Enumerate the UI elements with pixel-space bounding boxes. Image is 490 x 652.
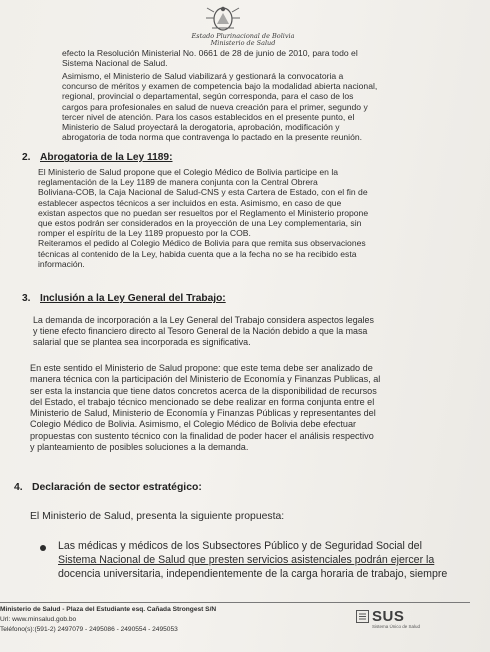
- footer-url: Url: www.minsalud.gob.bo: [0, 616, 77, 623]
- text-line: salarial que se plantea sea incorporada es significativa.: [33, 337, 251, 347]
- section-number: 3.: [22, 293, 31, 304]
- text-line: Asimismo, el Ministerio de Salud viabilizará y gestionará la convocatoria a: [62, 71, 344, 81]
- bolivia-coat-of-arms-seal: [205, 4, 241, 34]
- ministry-name: Ministerio de Salud: [210, 39, 276, 47]
- text-line: establecer aspectos técnicos a ser incluidos en esta. Asimismo, en caso de que: [38, 197, 342, 208]
- bullet-icon: [40, 545, 46, 551]
- text-line: Ministerio de Salud proyectará la derogatoria, aprobación, modificación y: [62, 122, 340, 133]
- asimismo-paragraph: [62, 71, 414, 142]
- section-title: Declaración de sector estratégico:: [32, 482, 202, 493]
- section-3-paragraph-2: [30, 363, 454, 453]
- text-line: reglamentación de la Ley 1189 de manera conjunta con la Central Obrera: [38, 177, 318, 188]
- text-line: concurso de méritos y examen de competencia bajo la modalidad abierta nacional,: [62, 81, 378, 92]
- text-line: regional, provincial o departamental, según corresponda, para el caso de los: [62, 91, 354, 102]
- footer-address: Ministerio de Salud - Plaza del Estudiante esq. Cañada Strongest S/N: [0, 606, 217, 613]
- section-number: 2.: [22, 152, 31, 163]
- text-line: Boliviana-COB, la Caja Nacional de Salud-CNS y esta Cartera de Estado, con el fin de: [38, 187, 368, 198]
- section-2-heading: [22, 152, 173, 163]
- footer-divider: [0, 602, 470, 603]
- text-line: ser esta la instancia que tiene datos concretos acerca de la disponibilidad de recursos: [30, 385, 377, 396]
- text-line: efecto la Resolución Ministerial No. 0661 de 28 de junio de 2010, para todo el: [62, 48, 358, 58]
- text-line: El Ministerio de Salud, presenta la siguiente propuesta:: [30, 511, 285, 522]
- text-line: Sistema Nacional de Salud.: [62, 58, 168, 69]
- intro-paragraph: [62, 48, 414, 68]
- sus-logo-subtext: Sistema Único de Salud: [372, 624, 421, 629]
- section-4-bullet-item: [58, 539, 472, 582]
- text-line: Sistema Nacional de Salud que presten servicios asistenciales podrán ejercer la: [58, 554, 435, 567]
- text-line: y tiene efecto financiero directo al Tesoro General de la Nación debido a que la masa: [33, 326, 368, 336]
- text-line: La demanda de incorporación a la Ley General del Trabajo considera aspectos legales: [33, 315, 374, 325]
- text-line: Ministerio de Salud, Ministerio de Economía y Finanzas Públicas y representantes del: [30, 408, 376, 419]
- text-line: Reiteramos el pedido al Colegio Médico de Bolivia para que remita sus observaciones: [38, 238, 366, 249]
- section-title: Inclusión a la Ley General del Trabajo:: [40, 293, 226, 304]
- footer-phones: Teléfono(s):(591-2) 2497079 - 2495086 - 2490554 - 2495053: [0, 626, 178, 633]
- text-line: Las médicas y médicos de los Subsectores Público y de Seguridad Social del: [58, 540, 422, 552]
- text-line: cargos para profesionales en salud de nueva creación para el primer, segundo y: [62, 101, 368, 112]
- text-line: propuestas con sustento técnico con la finalidad de poder hacer el análisis respectivo: [30, 430, 374, 441]
- text-line: manera técnica con la participación del Ministerio de Economía y Finanzas Publicas, al: [30, 374, 381, 385]
- text-line: y planteamiento de posibles soluciones a la demanda.: [30, 442, 249, 453]
- text-line: tercer nivel de atención. Para los casos establecidos en el presente punto, el: [62, 111, 355, 122]
- sus-logo-text: SUS: [372, 608, 405, 625]
- section-3-heading: [22, 293, 226, 304]
- section-4-heading: [14, 482, 202, 493]
- text-line: En este sentido el Ministerio de Salud propone: que este tema debe ser analizado de: [30, 363, 373, 373]
- text-line: técnicas al contenido de la Ley, habida cuenta que a la fecha no se ha recibido esta: [38, 248, 357, 259]
- text-line: Colegio Médico de Bolivia. Asimismo, el Colegio Médico de Bolivia debe efectuar: [30, 419, 357, 430]
- text-line: información.: [38, 258, 85, 269]
- institution-header: [188, 33, 298, 47]
- section-number: 4.: [14, 482, 23, 493]
- sus-logo-icon: [356, 610, 369, 623]
- section-2-paragraph: [38, 167, 430, 269]
- institution-name: Estado Plurinacional de Bolivia: [191, 32, 295, 40]
- text-line: que estos podrán ser considerados en la proyección de una Ley complementaria, sin: [38, 218, 362, 229]
- text-line: del Estado, el trabajo técnico mencionado se debe realizar en forma conjunta entre el: [30, 396, 375, 407]
- text-line: docencia universitaria, independientemente de la carga horaria de trabajo, siempre: [58, 568, 448, 581]
- text-line: romper el espíritu de la Ley 1189 propuesto por la COB.: [38, 228, 251, 239]
- section-4-intro: [30, 510, 450, 524]
- section-title: Abrogatoria de la Ley 1189:: [40, 152, 173, 163]
- text-line: existan aspectos que no puedan ser resueltos por el Reglamento el Ministerio propone: [38, 207, 369, 218]
- text-line: El Ministerio de Salud propone que el Colegio Médico de Bolivia participe en la: [38, 167, 339, 177]
- section-3-paragraph-1: [33, 315, 443, 348]
- text-line: abrogatoria de toda norma que contravenga lo pactado en la presente reunión.: [62, 132, 363, 143]
